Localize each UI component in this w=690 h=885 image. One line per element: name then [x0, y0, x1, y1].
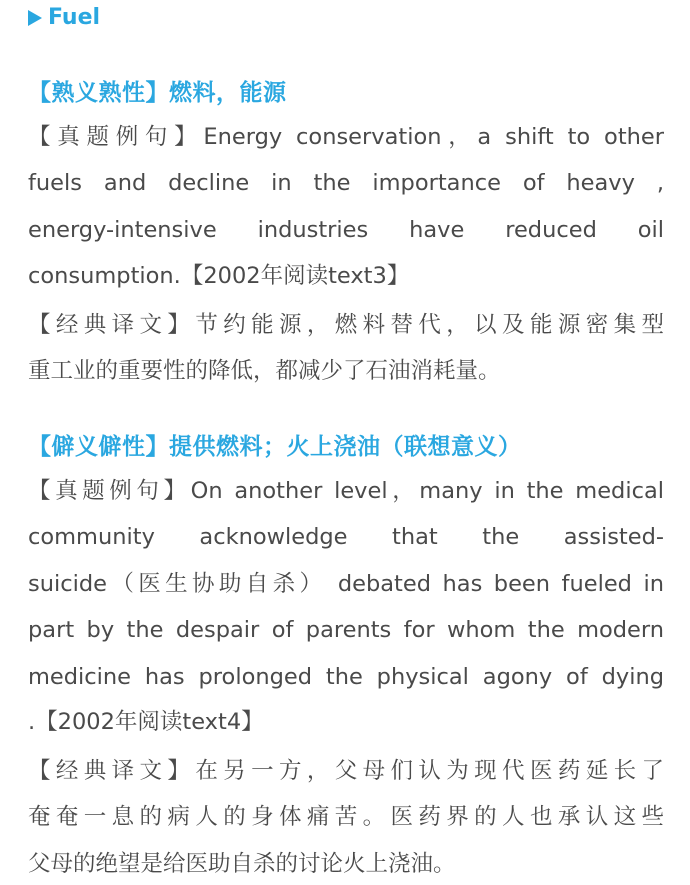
- sense1-example-line-1: 【真题例句】Energy conservation，a shift to other: [28, 124, 664, 150]
- sense1-translation-line-2: 重工业的重要性的降低，都减少了石油消耗量。: [28, 358, 501, 384]
- sense2-example-line-6: .【2002年阅读text4】: [28, 709, 264, 735]
- sense2-title: 【僻义僻性】提供燃料；火上浇油（联想意义）: [28, 434, 522, 460]
- sense1-example-line-3: energy-intensive industries have reduced oil: [28, 217, 664, 243]
- sense2-example-line-3: suicide（医生协助自杀） debated has been fueled in: [28, 571, 664, 597]
- sense2-translation-line-2: 奄奄一息的病人的身体痛苦。医药界的人也承认这些: [28, 804, 664, 830]
- sense1-example-line-4: consumption.【2002年阅读text3】: [28, 263, 410, 289]
- sense2-example-line-5: medicine has prolonged the physical agony of dying: [28, 664, 664, 690]
- sense2-example-line-1: 【真题例句】On another level，many in the medical: [28, 478, 664, 504]
- sense1-example-line-2: fuels and decline in the importance of heavy ,: [28, 170, 664, 196]
- sense2-example-line-2: community acknowledge that the assisted-: [28, 524, 664, 550]
- sense2-translation-line-1: 【经典译文】在另一方，父母们认为现代医药延长了: [28, 758, 664, 784]
- sense2-example-line-4: part by the despair of parents for whom the modern: [28, 617, 664, 643]
- triangle-bullet-icon: [28, 10, 42, 26]
- entry-word: Fuel: [48, 5, 101, 30]
- sense1-title: 【熟义熟性】燃料，能源: [28, 80, 287, 106]
- sense2-translation-line-3: 父母的绝望是给医助自杀的讨论火上浇油。: [28, 851, 456, 877]
- entry-heading: [28, 3, 100, 33]
- sense1-translation-line-1: 【经典译文】节约能源，燃料替代，以及能源密集型: [28, 312, 664, 338]
